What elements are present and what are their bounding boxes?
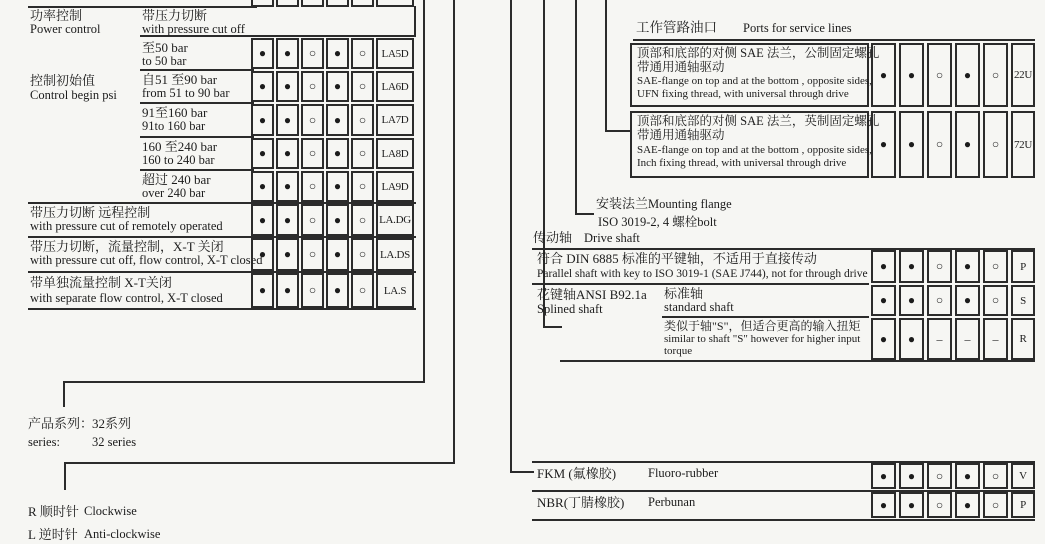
rotation-cw-zh: R 顺时针 [28, 504, 79, 519]
service-row-72u-zh2: 带通用通轴驱动 [637, 128, 725, 142]
availability-mark: – [927, 318, 952, 360]
availability-mark: ○ [351, 273, 374, 308]
service-ports-title-en: Ports for service lines [743, 21, 852, 35]
row-la8d-cells [251, 138, 414, 169]
mounting-flange-zh: 安装法兰 [596, 196, 649, 211]
shaft-splined-cat-zh: 花键轴ANSI B92.1a [537, 287, 647, 302]
availability-mark: ● [955, 250, 980, 283]
availability-mark: ○ [301, 104, 324, 136]
service-row-22u-zh2: 带通用通轴驱动 [637, 60, 725, 74]
row-las-zh: 带单独流量控制 X-T关闭 [30, 275, 172, 290]
service-ports-title-underline [633, 39, 1035, 41]
availability-mark: ● [251, 171, 274, 202]
row-la7d-en: 91to 160 bar [142, 119, 206, 133]
availability-mark: ● [899, 463, 924, 489]
availability-mark: ○ [983, 250, 1008, 283]
availability-mark: ● [955, 43, 980, 107]
drive-shaft-bottom-rule [560, 360, 1035, 362]
shaft-row-r-en2: torque [664, 345, 693, 357]
availability-mark: ● [276, 138, 299, 169]
availability-mark: ● [871, 463, 896, 489]
code-cell: 22U [1011, 43, 1035, 107]
availability-mark [251, 0, 274, 7]
drive-shaft-title [533, 230, 640, 247]
drive-shaft-title-zh: 传动轴 [533, 230, 573, 245]
shaft-row-p-en: Parallel shaft with key to ISO 3019-1 (SAE J744), not for through drive [537, 268, 868, 280]
code-cell: LA9D [376, 171, 414, 202]
availability-mark: ○ [301, 204, 324, 236]
code-cell: LA.S [376, 273, 414, 308]
availability-mark: ● [899, 250, 924, 283]
shaft-row-s-cells [871, 285, 1035, 316]
availability-mark: ● [251, 38, 274, 69]
availability-mark: ● [326, 204, 349, 236]
code-cell: LA.DS [376, 238, 414, 271]
availability-mark: ● [251, 273, 274, 308]
leg-series-drop [63, 381, 65, 407]
availability-mark: ● [276, 71, 299, 102]
code-cell: P [1011, 250, 1035, 283]
availability-mark: ● [899, 492, 924, 518]
availability-mark: ○ [301, 138, 324, 169]
availability-mark: ○ [301, 38, 324, 69]
service-row-22u-en1: SAE-flange on top and at the bottom , opposite sides, [637, 75, 872, 87]
row-las-cells [251, 273, 414, 308]
code-cell: LA7D [376, 104, 414, 136]
availability-mark: ● [251, 71, 274, 102]
availability-mark: ○ [351, 238, 374, 271]
left-divider-3 [140, 136, 254, 138]
left-table-top-sliver-cells [251, 0, 414, 7]
availability-mark: – [983, 318, 1008, 360]
availability-mark: ○ [927, 250, 952, 283]
availability-mark [301, 0, 324, 7]
availability-mark: ● [251, 138, 274, 169]
availability-mark: ○ [351, 204, 374, 236]
availability-mark: ○ [983, 111, 1008, 178]
row-la6d-zh: 自51 至90 bar [142, 72, 218, 87]
left-divider-2 [140, 102, 254, 104]
availability-mark [351, 0, 374, 7]
mounting-flange-label [596, 196, 732, 213]
leg-service-port-vertical [605, 0, 607, 132]
row-la5d-cells [251, 38, 414, 69]
row-la9d-zh: 超过 240 bar [142, 172, 211, 187]
leg-series-vertical [423, 0, 425, 383]
left-header-right-edge [414, 6, 416, 37]
availability-mark: ● [871, 285, 896, 316]
code-cell: S [1011, 285, 1035, 316]
availability-mark: ● [276, 38, 299, 69]
availability-mark: ● [871, 43, 896, 107]
service-row-22u-cells [871, 43, 1035, 107]
shaft-row-r-en1: similar to shaft "S" however for higher input [664, 333, 861, 345]
availability-mark: ● [899, 318, 924, 360]
shaft-splined-cat-en: Splined shaft [537, 302, 603, 316]
availability-mark: ● [276, 204, 299, 236]
availability-mark: ● [871, 492, 896, 518]
availability-mark: ● [326, 104, 349, 136]
seal-nbr-label-zh: NBR(丁腈橡胶) [537, 495, 625, 510]
availability-mark: ○ [927, 285, 952, 316]
drive-shaft-divider-2 [662, 316, 869, 318]
availability-mark: ○ [351, 138, 374, 169]
availability-mark: ○ [301, 238, 324, 271]
row-la6d-en: from 51 to 90 bar [142, 86, 230, 100]
availability-mark: ● [871, 318, 896, 360]
availability-mark: ● [899, 285, 924, 316]
row-ladg-cells [251, 204, 414, 236]
series-value-en: 32 series [92, 435, 137, 449]
row-la8d-zh: 160 至240 bar [142, 139, 218, 154]
availability-mark: ● [251, 104, 274, 136]
shaft-row-p-zh: 符合 DIN 6885 标准的平键轴，不适用于直接传动 [537, 251, 817, 266]
service-row-22u-zh1: 顶部和底部的对侧 SAE 法兰，公制固定螺孔 [637, 46, 880, 60]
leg-mounting-flange-horizontal [575, 213, 594, 215]
availability-mark: ● [899, 111, 924, 178]
row-la7d-cells [251, 104, 414, 136]
availability-mark: ○ [927, 111, 952, 178]
drive-shaft-divider-1 [532, 283, 869, 285]
availability-mark: ● [276, 273, 299, 308]
series-label-en: series: [28, 435, 60, 449]
row-la9d-cells [251, 171, 414, 202]
row-ladg-zh: 带压力切断 远程控制 [30, 205, 151, 220]
row-la5d-zh: 至50 bar [142, 40, 188, 55]
leg-mounting-flange-vertical [575, 0, 577, 215]
availability-mark: ○ [301, 273, 324, 308]
availability-mark: ● [326, 238, 349, 271]
row-lads-en: with pressure cut off, flow control, X-T closed [30, 253, 263, 267]
availability-mark: ○ [983, 43, 1008, 107]
control-begin-group-zh: 控制初始值 [30, 73, 96, 88]
leg-drive-shaft-horizontal [543, 326, 562, 328]
code-cell: LA8D [376, 138, 414, 169]
availability-mark: ● [955, 111, 980, 178]
mounting-flange-spec: ISO 3019-2, 4 螺栓bolt [598, 215, 717, 229]
row-la8d-en: 160 to 240 bar [142, 153, 215, 167]
row-la5d-en: to 50 bar [142, 54, 187, 68]
seal-nbr-cells [871, 492, 1035, 518]
code-cell: LA6D [376, 71, 414, 102]
availability-mark: ○ [983, 463, 1008, 489]
availability-mark: ○ [301, 171, 324, 202]
row-la6d-cells [251, 71, 414, 102]
availability-mark: ○ [927, 463, 952, 489]
power-control-label-zh: 功率控制 [30, 8, 83, 23]
control-begin-group-en: Control begin psi [30, 88, 117, 102]
code-cell: LA.DG [376, 204, 414, 236]
shaft-row-p-cells [871, 250, 1035, 283]
power-control-label-en: Power control [30, 22, 101, 36]
row-la7d-zh: 91至160 bar [142, 105, 208, 120]
availability-mark: ● [871, 250, 896, 283]
service-row-22u-en2: UFN fixing thread, with universal through drive [637, 88, 849, 100]
pressure-cutoff-header-zh: 带压力切断 [142, 8, 208, 23]
pressure-cutoff-header-en: with pressure cut off [142, 22, 245, 36]
availability-mark: ○ [351, 171, 374, 202]
seals-bottom-rule [532, 519, 1035, 521]
availability-mark: ● [276, 171, 299, 202]
code-cell: V [1011, 463, 1035, 489]
left-divider-4 [140, 169, 254, 171]
shaft-row-r-zh: 类似于轴"S"，但适合更高的输入扭矩 [664, 319, 861, 333]
availability-mark: ○ [351, 104, 374, 136]
code-cell: LA5D [376, 38, 414, 69]
availability-mark [276, 0, 299, 7]
availability-mark: ● [276, 238, 299, 271]
availability-mark: ● [251, 238, 274, 271]
availability-mark: ○ [301, 71, 324, 102]
leg-seals-horizontal [510, 471, 534, 473]
code-cell [376, 0, 414, 7]
rotation-ccw-zh: L 逆时针 [28, 527, 78, 542]
drive-shaft-title-en: Drive shaft [584, 231, 640, 245]
shaft-row-r-cells [871, 318, 1035, 360]
leg-rotation-drop [64, 462, 66, 490]
availability-mark: ○ [927, 492, 952, 518]
leg-seals-vertical [510, 0, 512, 473]
leg-rotation-horizontal [64, 462, 455, 464]
seal-fkm-label-zh: FKM (氟橡胶) [537, 466, 617, 481]
availability-mark: ● [955, 492, 980, 518]
availability-mark: ● [871, 111, 896, 178]
leg-series-horizontal [63, 381, 425, 383]
availability-mark: ● [955, 285, 980, 316]
availability-mark: ○ [983, 492, 1008, 518]
code-cell: P [1011, 492, 1035, 518]
availability-mark: ● [899, 43, 924, 107]
availability-mark: ● [251, 204, 274, 236]
rotation-cw-en: Clockwise [84, 504, 137, 518]
availability-mark: ○ [927, 43, 952, 107]
availability-mark: ○ [351, 71, 374, 102]
left-divider-1 [140, 69, 254, 71]
code-cell: R [1011, 318, 1035, 360]
service-ports-title [636, 20, 852, 37]
row-las-en: with separate flow control, X-T closed [30, 291, 223, 305]
series-label-zh: 产品系列： [28, 416, 94, 431]
leg-rotation-vertical [453, 0, 455, 464]
service-row-72u-en1: SAE-flange on top and at the bottom , opposite sides, [637, 144, 872, 156]
availability-mark: ● [326, 171, 349, 202]
availability-mark: – [955, 318, 980, 360]
availability-mark: ● [276, 104, 299, 136]
seal-fkm-label-en: Fluoro-rubber [648, 466, 719, 480]
availability-mark: ● [326, 273, 349, 308]
availability-mark: ● [955, 463, 980, 489]
availability-mark: ● [326, 138, 349, 169]
service-row-72u-en2: Inch fixing thread, with universal through drive [637, 157, 847, 169]
shaft-row-s-zh: 标准轴 [664, 286, 704, 301]
availability-mark [326, 0, 349, 7]
leg-service-port-horizontal [605, 130, 630, 132]
availability-mark: ● [326, 71, 349, 102]
left-table-bottom-rule [28, 308, 416, 310]
seal-nbr-label-en: Perbunan [648, 495, 696, 509]
mounting-flange-en: Mounting flange [648, 197, 732, 211]
row-lads-zh: 带压力切断，流量控制，X-T 关闭 [30, 239, 224, 254]
code-cell: 72U [1011, 111, 1035, 178]
availability-mark: ○ [351, 38, 374, 69]
service-ports-title-zh: 工作管路油口 [636, 20, 717, 35]
availability-mark: ○ [983, 285, 1008, 316]
rotation-ccw-en: Anti-clockwise [84, 527, 161, 541]
service-row-72u-zh1: 顶部和底部的对侧 SAE 法兰，英制固定螺孔 [637, 114, 880, 128]
service-row-72u-cells [871, 111, 1035, 178]
availability-mark: ● [326, 38, 349, 69]
row-la9d-en: over 240 bar [142, 186, 206, 200]
seal-fkm-cells [871, 463, 1035, 489]
row-lads-cells [251, 238, 414, 271]
shaft-row-s-en: standard shaft [664, 300, 734, 314]
series-value-zh: 32系列 [92, 416, 132, 431]
row-ladg-en: with pressure cut of remotely operated [30, 219, 223, 233]
